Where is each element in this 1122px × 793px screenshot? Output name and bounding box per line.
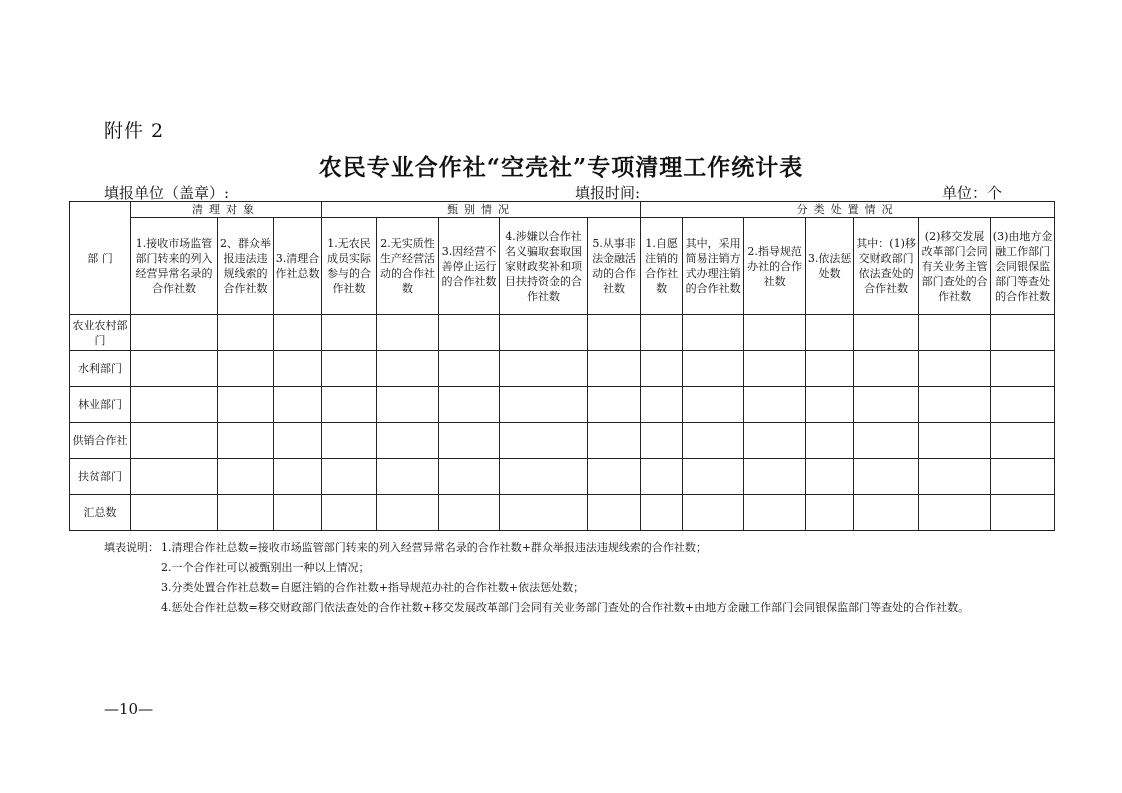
data-cell[interactable] — [744, 387, 806, 423]
data-cell[interactable] — [439, 351, 500, 387]
data-cell[interactable] — [919, 459, 991, 495]
data-cell[interactable] — [439, 459, 500, 495]
row-label: 林业部门 — [70, 387, 131, 423]
filing-unit-label: 填报单位（盖章）: — [104, 184, 230, 202]
data-cell[interactable] — [439, 315, 500, 351]
data-cell[interactable] — [641, 315, 683, 351]
data-cell[interactable] — [439, 495, 500, 531]
note-line: 2.一个合作社可以被甄别出一种以上情况； — [161, 561, 370, 574]
data-cell[interactable] — [854, 351, 919, 387]
column-header: 1.接收市场监管部门转来的列入经营异常名录的合作社数 — [131, 218, 218, 315]
fill-instructions — [104, 538, 969, 618]
data-cell[interactable] — [854, 423, 919, 459]
data-cell[interactable] — [641, 387, 683, 423]
data-cell[interactable] — [218, 423, 274, 459]
data-cell[interactable] — [322, 351, 377, 387]
data-cell[interactable] — [991, 315, 1055, 351]
table-row — [70, 315, 1055, 351]
group-header-row — [70, 202, 1055, 218]
column-header: 其中：(1)移交财政部门依法查处的合作社数 — [854, 218, 919, 315]
data-cell[interactable] — [218, 315, 274, 351]
row-label: 汇总数 — [70, 495, 131, 531]
data-cell[interactable] — [500, 315, 588, 351]
page-number: —10— — [104, 700, 154, 718]
data-cell[interactable] — [322, 423, 377, 459]
column-header: 1.自愿注销的合作社数 — [641, 218, 683, 315]
data-cell[interactable] — [588, 351, 641, 387]
notes-heading: 填表说明： — [104, 541, 159, 554]
data-cell[interactable] — [854, 387, 919, 423]
data-cell[interactable] — [322, 459, 377, 495]
column-header: 2、群众举报违法违规线索的合作社数 — [218, 218, 274, 315]
data-cell[interactable] — [131, 351, 218, 387]
data-cell[interactable] — [131, 459, 218, 495]
data-cell[interactable] — [377, 423, 439, 459]
data-cell[interactable] — [322, 495, 377, 531]
data-cell[interactable] — [641, 351, 683, 387]
column-header-row — [70, 218, 1055, 315]
data-cell[interactable] — [274, 351, 322, 387]
column-header: (2)移交发展改革部门会同有关业务主管部门查处的合作社数 — [919, 218, 991, 315]
data-cell[interactable] — [919, 387, 991, 423]
data-cell[interactable] — [806, 495, 854, 531]
data-cell[interactable] — [854, 459, 919, 495]
table-row — [70, 423, 1055, 459]
table-row — [70, 495, 1055, 531]
data-cell[interactable] — [588, 315, 641, 351]
data-cell[interactable] — [439, 423, 500, 459]
table-row — [70, 459, 1055, 495]
document-title: 农民专业合作社“空壳社”专项清理工作统计表 — [318, 154, 804, 181]
data-cell[interactable] — [131, 315, 218, 351]
table-row — [70, 387, 1055, 423]
group-disposal: 分类处置情况 — [641, 202, 1055, 218]
data-cell[interactable] — [806, 315, 854, 351]
data-cell[interactable] — [588, 423, 641, 459]
data-cell[interactable] — [744, 315, 806, 351]
data-cell[interactable] — [991, 387, 1055, 423]
data-cell[interactable] — [274, 459, 322, 495]
data-cell[interactable] — [744, 423, 806, 459]
note-line: 3.分类处置合作社总数=自愿注销的合作社数+指导规范办社的合作社数+依法惩处数； — [161, 581, 585, 594]
data-cell[interactable] — [744, 495, 806, 531]
data-cell[interactable] — [806, 351, 854, 387]
data-cell[interactable] — [641, 495, 683, 531]
column-header: (3)由地方金融工作部门会同银保监部门等查处的合作社数 — [991, 218, 1055, 315]
data-cell[interactable] — [683, 387, 744, 423]
note-line — [104, 538, 969, 558]
column-header: 2.无实质性生产经营活动的合作社数 — [377, 218, 439, 315]
row-label: 供销合作社 — [70, 423, 131, 459]
column-header: 3.依法惩处数 — [806, 218, 854, 315]
data-cell[interactable] — [683, 315, 744, 351]
annex-label: 附件 2 — [104, 120, 165, 142]
data-cell[interactable] — [919, 495, 991, 531]
data-cell[interactable] — [919, 351, 991, 387]
row-label: 水利部门 — [70, 351, 131, 387]
filing-time-label: 填报时间: — [575, 184, 641, 202]
group-screening: 甄别情况 — [322, 202, 641, 218]
column-header: 1.无农民成员实际参与的合作社数 — [322, 218, 377, 315]
data-cell[interactable] — [919, 423, 991, 459]
data-cell[interactable] — [991, 351, 1055, 387]
data-cell[interactable] — [683, 351, 744, 387]
data-cell[interactable] — [218, 387, 274, 423]
data-cell[interactable] — [377, 495, 439, 531]
column-header: 3.清理合作社总数 — [274, 218, 322, 315]
data-cell[interactable] — [131, 423, 218, 459]
data-cell[interactable] — [322, 315, 377, 351]
data-cell[interactable] — [274, 423, 322, 459]
data-cell[interactable] — [854, 315, 919, 351]
row-label: 扶贫部门 — [70, 459, 131, 495]
note-line: 4.惩处合作社总数=移交财政部门依法查处的合作社数+移交发展改革部门会同有关业务部门查处的合作社数+由地方金融工作部门会同银保监部门等查处的合作社数。 — [161, 601, 970, 614]
data-cell[interactable] — [744, 459, 806, 495]
data-cell[interactable] — [500, 495, 588, 531]
data-cell[interactable] — [274, 495, 322, 531]
data-cell[interactable] — [683, 423, 744, 459]
data-cell[interactable] — [131, 495, 218, 531]
data-cell[interactable] — [683, 459, 744, 495]
data-cell[interactable] — [806, 459, 854, 495]
column-header: 其中，采用简易注销方式办理注销的合作社数 — [683, 218, 744, 315]
data-cell[interactable] — [806, 387, 854, 423]
data-cell[interactable] — [377, 351, 439, 387]
data-cell[interactable] — [131, 387, 218, 423]
data-cell[interactable] — [500, 459, 588, 495]
data-cell[interactable] — [854, 495, 919, 531]
column-header: 2.指导规范办社的合作社数 — [744, 218, 806, 315]
unit-measure-label: 单位：个 — [942, 184, 1003, 202]
data-cell[interactable] — [991, 423, 1055, 459]
data-cell[interactable] — [641, 459, 683, 495]
data-cell[interactable] — [377, 387, 439, 423]
data-cell[interactable] — [322, 387, 377, 423]
data-cell[interactable] — [641, 423, 683, 459]
data-cell[interactable] — [991, 495, 1055, 531]
statistics-table — [69, 201, 1055, 531]
data-cell[interactable] — [500, 387, 588, 423]
row-label: 农业农村部门 — [70, 315, 131, 351]
data-cell[interactable] — [588, 495, 641, 531]
data-cell[interactable] — [806, 423, 854, 459]
data-cell[interactable] — [919, 315, 991, 351]
data-cell[interactable] — [377, 315, 439, 351]
data-cell[interactable] — [218, 495, 274, 531]
data-cell[interactable] — [991, 459, 1055, 495]
column-header: 4.涉嫌以合作社名义骗取套取国家财政奖补和项目扶持资金的合作社数 — [500, 218, 588, 315]
column-header: 3.因经营不善停止运行的合作社数 — [439, 218, 500, 315]
dept-header: 部 门 — [70, 202, 131, 315]
data-cell[interactable] — [377, 459, 439, 495]
data-cell[interactable] — [588, 387, 641, 423]
group-cleanup-targets: 清理对象 — [131, 202, 322, 218]
data-cell[interactable] — [500, 423, 588, 459]
data-cell[interactable] — [683, 495, 744, 531]
data-cell[interactable] — [218, 459, 274, 495]
data-cell[interactable] — [500, 351, 588, 387]
data-cell[interactable] — [218, 351, 274, 387]
table-row — [70, 351, 1055, 387]
data-cell[interactable] — [274, 315, 322, 351]
note-text: 1.清理合作社总数=接收市场监管部门转来的列入经营异常名录的合作社数+群众举报违法违规线索的合作社数； — [161, 541, 707, 554]
column-header: 5.从事非法金融活动的合作社数 — [588, 218, 641, 315]
data-cell[interactable] — [744, 351, 806, 387]
data-cell[interactable] — [588, 459, 641, 495]
data-cell[interactable] — [274, 387, 322, 423]
data-cell[interactable] — [439, 387, 500, 423]
